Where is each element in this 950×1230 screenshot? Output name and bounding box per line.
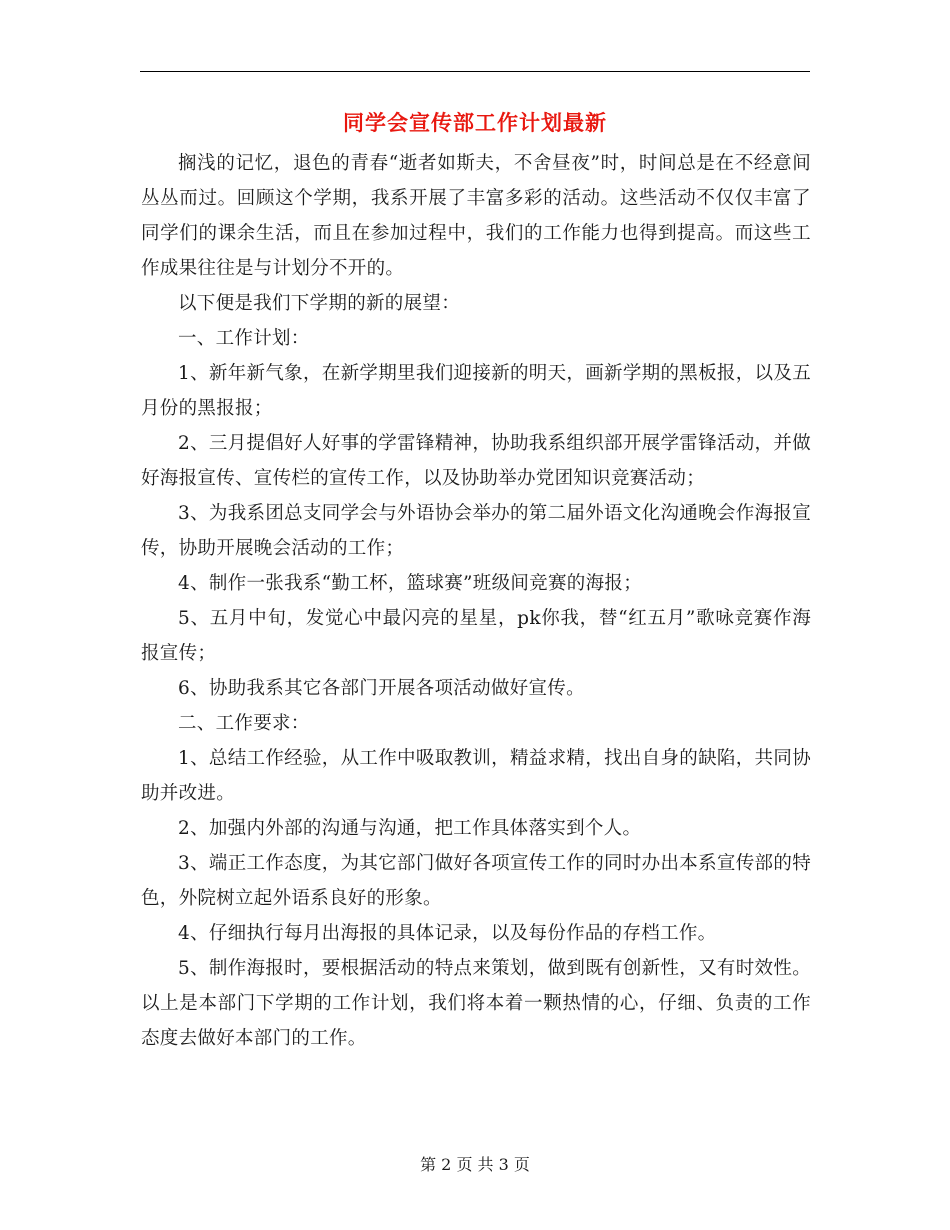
plan-item-6: 6、协助我系其它各部门开展各项活动做好宣传。 (178, 678, 585, 699)
plan-item-5: 5、五月中旬，发觉心中最闪亮的星星，pk你我，替“红五月”歌咏竞赛作海报宣传； (141, 608, 811, 664)
plan-item-3: 3、为我系团总支同学会与外语协会举办的第二届外语文化沟通晚会作海报宣传，协助开展晚会活动的工作； (141, 503, 811, 559)
page-number: 第 2 页 共 3 页 (420, 1155, 530, 1174)
paragraph-intro: 搁浅的记忆，退色的青春“逝者如斯夫，不舍昼夜”时，时间总是在不经意间丛丛而过。回顾这个学期，我系开展了丰富多彩的活动。这些活动不仅仅丰富了同学们的课余生活，而且在参加过程中，我们的工作能力也得到提高。而这些工作成果往往是与计划分不开的。 (141, 153, 811, 279)
paragraph-outlook: 以下便是我们下学期的新的展望： (178, 293, 461, 314)
header-rule (140, 71, 810, 72)
document-title: 同学会宣传部工作计划最新 (343, 110, 607, 135)
section-heading-work-plan: 一、工作计划： (178, 328, 310, 349)
requirement-item-2: 2、加强内外部的沟通与沟通，把工作具体落实到个人。 (178, 818, 642, 839)
requirement-item-4: 4、仔细执行每月出海报的具体记录，以及每份作品的存档工作。 (178, 923, 717, 944)
requirement-item-3: 3、端正工作态度，为其它部门做好各项宣传工作的同时办出本系宣传部的特色，外院树立起外语系良好的形象。 (141, 853, 811, 909)
section-heading-work-requirements: 二、工作要求： (178, 713, 310, 734)
document-body (141, 146, 811, 1056)
plan-item-4: 4、制作一张我系“勤工杯，篮球赛”班级间竞赛的海报； (178, 573, 642, 594)
requirement-item-1: 1、总结工作经验，从工作中吸取教训，精益求精，找出自身的缺陷，共同协助并改进。 (141, 748, 811, 804)
plan-item-1: 1、新年新气象，在新学期里我们迎接新的明天，画新学期的黑板报，以及五月份的黑报报； (141, 363, 811, 419)
plan-item-2: 2、三月提倡好人好事的学雷锋精神，协助我系组织部开展学雷锋活动，并做好海报宣传、宣传栏的宣传工作，以及协助举办党团知识竞赛活动； (141, 433, 811, 489)
requirement-item-5: 5、制作海报时，要根据活动的特点来策划，做到既有创新性，又有时效性。以上是本部门下学期的工作计划，我们将本着一颗热情的心，仔细、负责的工作态度去做好本部门的工作。 (141, 958, 811, 1049)
